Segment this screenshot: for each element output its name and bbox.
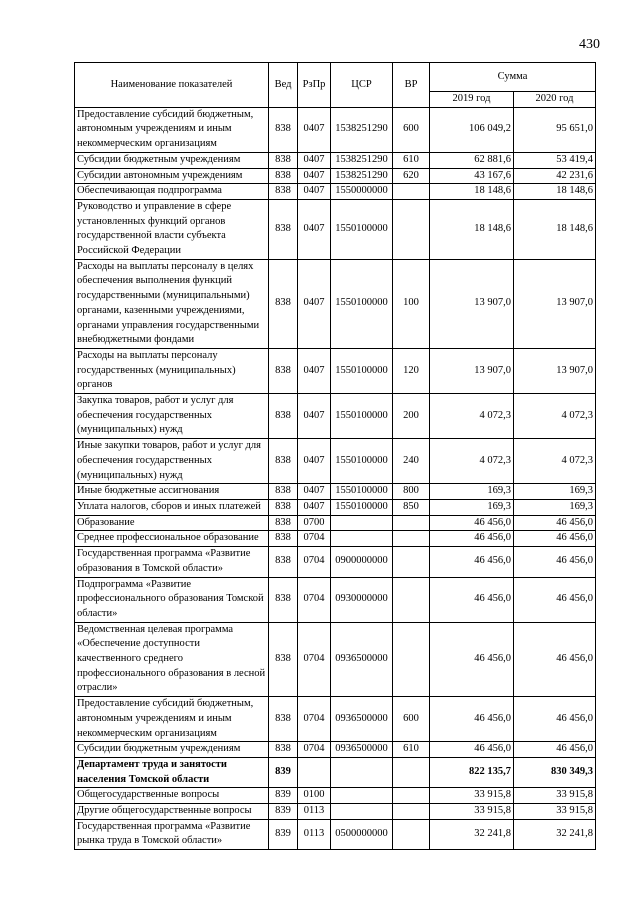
row-ved: 838 — [269, 515, 298, 531]
row-sum-2020: 46 456,0 — [514, 547, 596, 577]
row-name: Ведомственная целевая программа «Обеспечение доступности качественного среднего профессионального образования в лесной отрасли» — [75, 622, 269, 697]
row-sum-2019: 46 456,0 — [430, 622, 514, 697]
row-sum-2020: 18 148,6 — [514, 199, 596, 259]
row-rzpr: 0704 — [298, 697, 331, 742]
header-year-2020: 2020 год — [514, 92, 596, 108]
row-ved: 838 — [269, 742, 298, 758]
row-sum-2019: 62 881,6 — [430, 152, 514, 168]
row-vr: 850 — [393, 499, 430, 515]
row-sum-2020: 46 456,0 — [514, 742, 596, 758]
row-sum-2019: 106 049,2 — [430, 107, 514, 152]
row-sum-2020: 830 349,3 — [514, 757, 596, 787]
row-csr: 0936500000 — [331, 622, 393, 697]
row-ved: 838 — [269, 107, 298, 152]
row-sum-2020: 13 907,0 — [514, 259, 596, 348]
row-name: Руководство и управление в сфере установленных функций органов государственной власти субъекта Российской Федерации — [75, 199, 269, 259]
row-sum-2019: 46 456,0 — [430, 547, 514, 577]
row-ved: 838 — [269, 348, 298, 393]
table-row — [75, 484, 596, 500]
row-vr — [393, 199, 430, 259]
budget-table — [74, 62, 596, 850]
row-vr: 200 — [393, 394, 430, 439]
row-sum-2020: 33 915,8 — [514, 788, 596, 804]
row-ved: 838 — [269, 259, 298, 348]
table-row — [75, 819, 596, 849]
row-vr — [393, 804, 430, 820]
row-sum-2020: 46 456,0 — [514, 531, 596, 547]
row-name: Общегосударственные вопросы — [75, 788, 269, 804]
table-row — [75, 547, 596, 577]
row-name: Образование — [75, 515, 269, 531]
row-rzpr: 0704 — [298, 742, 331, 758]
row-name: Субсидии бюджетным учреждениям — [75, 742, 269, 758]
row-sum-2020: 42 231,6 — [514, 168, 596, 184]
table-row — [75, 199, 596, 259]
row-csr — [331, 515, 393, 531]
table-row — [75, 168, 596, 184]
row-sum-2019: 18 148,6 — [430, 184, 514, 200]
row-name: Субсидии автономным учреждениям — [75, 168, 269, 184]
row-sum-2020: 33 915,8 — [514, 804, 596, 820]
row-sum-2020: 169,3 — [514, 484, 596, 500]
row-rzpr: 0407 — [298, 484, 331, 500]
row-rzpr: 0407 — [298, 107, 331, 152]
row-rzpr: 0100 — [298, 788, 331, 804]
page-number: 430 — [579, 37, 600, 52]
row-ved: 838 — [269, 697, 298, 742]
row-sum-2019: 4 072,3 — [430, 394, 514, 439]
row-rzpr: 0407 — [298, 199, 331, 259]
row-csr: 1550100000 — [331, 499, 393, 515]
table-row — [75, 697, 596, 742]
row-csr: 1550100000 — [331, 348, 393, 393]
table-row — [75, 184, 596, 200]
row-csr: 0930000000 — [331, 577, 393, 622]
row-name: Другие общегосударственные вопросы — [75, 804, 269, 820]
table-row — [75, 152, 596, 168]
row-vr: 120 — [393, 348, 430, 393]
row-vr: 600 — [393, 697, 430, 742]
row-ved: 838 — [269, 499, 298, 515]
row-sum-2019: 46 456,0 — [430, 577, 514, 622]
header-rzpr: РзПр — [298, 63, 331, 108]
header-year-2019: 2019 год — [430, 92, 514, 108]
row-sum-2020: 13 907,0 — [514, 348, 596, 393]
row-csr: 1550100000 — [331, 259, 393, 348]
row-csr — [331, 757, 393, 787]
row-sum-2020: 53 419,4 — [514, 152, 596, 168]
row-rzpr: 0700 — [298, 515, 331, 531]
header-sum: Сумма — [430, 63, 596, 92]
row-csr: 0500000000 — [331, 819, 393, 849]
row-rzpr: 0407 — [298, 168, 331, 184]
row-vr: 240 — [393, 439, 430, 484]
row-ved: 838 — [269, 547, 298, 577]
row-csr: 1550100000 — [331, 439, 393, 484]
row-ved: 838 — [269, 394, 298, 439]
table-row — [75, 757, 596, 787]
row-rzpr: 0407 — [298, 152, 331, 168]
row-sum-2020: 4 072,3 — [514, 439, 596, 484]
row-csr: 1550100000 — [331, 199, 393, 259]
row-name: Расходы на выплаты персоналу государственных (муниципальных) органов — [75, 348, 269, 393]
table-row — [75, 742, 596, 758]
table-row — [75, 577, 596, 622]
row-vr — [393, 515, 430, 531]
row-sum-2019: 18 148,6 — [430, 199, 514, 259]
row-ved: 838 — [269, 152, 298, 168]
row-vr — [393, 184, 430, 200]
row-name: Предоставление субсидий бюджетным, автономным учреждениям и иным некоммерческим организациям — [75, 697, 269, 742]
row-sum-2019: 169,3 — [430, 484, 514, 500]
row-rzpr: 0407 — [298, 259, 331, 348]
row-name: Иные закупки товаров, работ и услуг для обеспечения государственных (муниципальных) нужд — [75, 439, 269, 484]
row-sum-2020: 95 651,0 — [514, 107, 596, 152]
row-csr: 1538251290 — [331, 152, 393, 168]
row-ved: 839 — [269, 757, 298, 787]
row-vr — [393, 622, 430, 697]
row-ved: 838 — [269, 484, 298, 500]
table-body — [75, 107, 596, 849]
row-name: Субсидии бюджетным учреждениям — [75, 152, 269, 168]
row-sum-2019: 32 241,8 — [430, 819, 514, 849]
row-ved: 838 — [269, 199, 298, 259]
row-rzpr: 0113 — [298, 819, 331, 849]
row-ved: 839 — [269, 819, 298, 849]
table-row — [75, 804, 596, 820]
row-vr — [393, 531, 430, 547]
row-csr: 1538251290 — [331, 168, 393, 184]
row-ved: 839 — [269, 788, 298, 804]
row-name: Среднее профессиональное образование — [75, 531, 269, 547]
row-sum-2019: 13 907,0 — [430, 348, 514, 393]
row-rzpr: 0407 — [298, 348, 331, 393]
row-sum-2020: 18 148,6 — [514, 184, 596, 200]
row-vr — [393, 819, 430, 849]
row-vr: 620 — [393, 168, 430, 184]
row-rzpr: 0113 — [298, 804, 331, 820]
row-sum-2020: 46 456,0 — [514, 577, 596, 622]
row-csr: 1550100000 — [331, 394, 393, 439]
row-vr — [393, 757, 430, 787]
row-name: Иные бюджетные ассигнования — [75, 484, 269, 500]
row-rzpr: 0704 — [298, 577, 331, 622]
table-row — [75, 259, 596, 348]
row-sum-2020: 46 456,0 — [514, 515, 596, 531]
row-rzpr: 0407 — [298, 394, 331, 439]
table-row — [75, 439, 596, 484]
row-csr: 0900000000 — [331, 547, 393, 577]
row-name: Департамент труда и занятости населения Томской области — [75, 757, 269, 787]
table-row — [75, 394, 596, 439]
row-vr: 600 — [393, 107, 430, 152]
row-rzpr: 0407 — [298, 499, 331, 515]
row-ved: 838 — [269, 439, 298, 484]
row-name: Подпрограмма «Развитие профессионального образования Томской области» — [75, 577, 269, 622]
header-vr: ВР — [393, 63, 430, 108]
header-csr: ЦСР — [331, 63, 393, 108]
row-sum-2020: 32 241,8 — [514, 819, 596, 849]
row-sum-2019: 4 072,3 — [430, 439, 514, 484]
header-name: Наименование показателей — [75, 63, 269, 108]
row-ved: 838 — [269, 622, 298, 697]
row-name: Предоставление субсидий бюджетным, автономным учреждениям и иным некоммерческим организациям — [75, 107, 269, 152]
row-vr — [393, 788, 430, 804]
row-sum-2019: 46 456,0 — [430, 697, 514, 742]
row-csr — [331, 788, 393, 804]
row-csr — [331, 804, 393, 820]
table-row — [75, 788, 596, 804]
table-row — [75, 622, 596, 697]
row-sum-2019: 33 915,8 — [430, 788, 514, 804]
row-csr — [331, 531, 393, 547]
row-name: Обеспечивающая подпрограмма — [75, 184, 269, 200]
table-row — [75, 107, 596, 152]
row-sum-2019: 169,3 — [430, 499, 514, 515]
row-sum-2019: 46 456,0 — [430, 515, 514, 531]
row-rzpr: 0704 — [298, 547, 331, 577]
row-sum-2019: 33 915,8 — [430, 804, 514, 820]
table-row — [75, 515, 596, 531]
row-vr: 800 — [393, 484, 430, 500]
row-name: Государственная программа «Развитие образования в Томской области» — [75, 547, 269, 577]
row-ved: 838 — [269, 577, 298, 622]
row-sum-2020: 4 072,3 — [514, 394, 596, 439]
row-vr: 610 — [393, 742, 430, 758]
row-csr: 0936500000 — [331, 697, 393, 742]
row-rzpr: 0704 — [298, 622, 331, 697]
row-sum-2020: 46 456,0 — [514, 697, 596, 742]
row-sum-2019: 822 135,7 — [430, 757, 514, 787]
row-sum-2019: 13 907,0 — [430, 259, 514, 348]
row-sum-2020: 46 456,0 — [514, 622, 596, 697]
table-row — [75, 348, 596, 393]
header-ved: Вед — [269, 63, 298, 108]
row-rzpr: 0407 — [298, 439, 331, 484]
row-ved: 839 — [269, 804, 298, 820]
row-vr — [393, 547, 430, 577]
row-ved: 838 — [269, 531, 298, 547]
row-vr: 610 — [393, 152, 430, 168]
row-ved: 838 — [269, 168, 298, 184]
row-vr — [393, 577, 430, 622]
row-rzpr: 0704 — [298, 531, 331, 547]
table-row — [75, 499, 596, 515]
row-name: Расходы на выплаты персоналу в целях обеспечения выполнения функций государственными (муниципальными) органами, казенными учреждениями, органами управления государственными внебюджетными фондами — [75, 259, 269, 348]
row-name: Государственная программа «Развитие рынка труда в Томской области» — [75, 819, 269, 849]
row-sum-2019: 46 456,0 — [430, 742, 514, 758]
row-sum-2020: 169,3 — [514, 499, 596, 515]
row-csr: 1550100000 — [331, 484, 393, 500]
row-name: Уплата налогов, сборов и иных платежей — [75, 499, 269, 515]
row-name: Закупка товаров, работ и услуг для обеспечения государственных (муниципальных) нужд — [75, 394, 269, 439]
row-vr: 100 — [393, 259, 430, 348]
row-rzpr — [298, 757, 331, 787]
row-rzpr: 0407 — [298, 184, 331, 200]
table-row — [75, 531, 596, 547]
row-csr: 1550000000 — [331, 184, 393, 200]
row-sum-2019: 43 167,6 — [430, 168, 514, 184]
row-csr: 0936500000 — [331, 742, 393, 758]
row-sum-2019: 46 456,0 — [430, 531, 514, 547]
row-csr: 1538251290 — [331, 107, 393, 152]
row-ved: 838 — [269, 184, 298, 200]
